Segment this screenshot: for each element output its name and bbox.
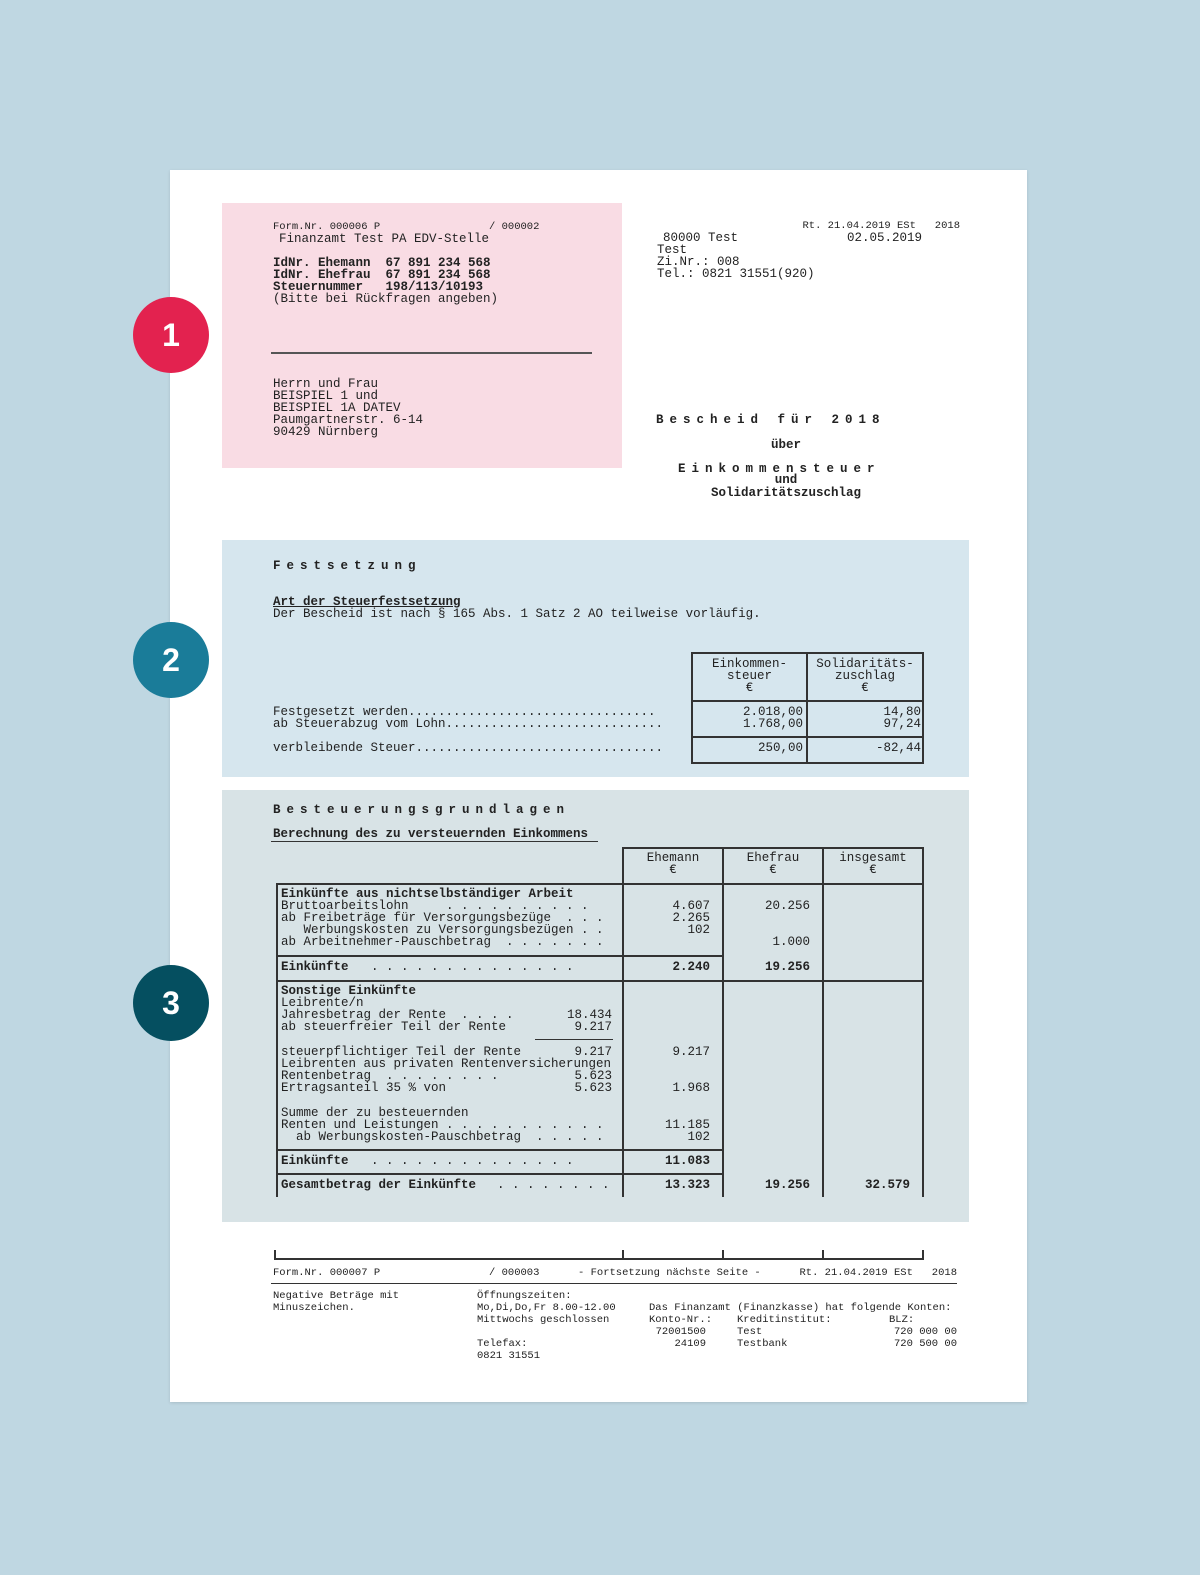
tax-office-name: Finanzamt Test PA EDV-Stelle (279, 232, 490, 246)
badge-3: 3 (133, 965, 209, 1041)
negative-note: Negative Beträge mit Minuszeichen. (273, 1290, 400, 1314)
footer-tick-2 (622, 1250, 624, 1260)
rt-date-header: Rt. 21.04.2019 ESt 2018 (802, 220, 960, 232)
table-rule-eink1-bottom (276, 980, 924, 982)
blz-header: BLZ: (889, 1314, 915, 1326)
subtotal-rule (535, 1039, 613, 1040)
verbleibende-steuer-label: verbleibende Steuer................................. (273, 741, 664, 755)
soli-values: 14,80 97,24 (883, 705, 921, 731)
recipient-line-4: Paumgartnerstr. 6-14 (273, 413, 424, 427)
section-summe-ehemann-values: 11.185 102 (664, 1118, 710, 1144)
section-sonstige-title: Sonstige Einkünfte (281, 984, 417, 998)
col-solidaritaetszuschlag: Solidaritäts- zuschlag € (816, 657, 914, 695)
footer-continuation: - Fortsetzung nächste Seite - (578, 1267, 761, 1279)
einkuenfte-2-dots: . . . . . . . . . . . . . . (371, 1154, 574, 1168)
header-ehemann: Ehemann € (646, 851, 700, 877)
section-nichtselbstaendig-lines: Bruttoarbeitslohn . . . . . . . . . . ab Freibeträge für Versorgungsbezüge . . . Werbungskosten zu Versorgungsbezügen . . ab Arbeitnehmer-Pauschbetrag . . . . . . . (281, 899, 604, 949)
gesamtbetrag-dots: . . . . . . . . (497, 1178, 610, 1192)
recipient-line-2: BEISPIEL 1 und (273, 389, 379, 403)
est-values: 2.018,00 1.768,00 (742, 705, 803, 731)
gesamtbetrag-ehefrau: 19.256 (764, 1178, 810, 1192)
gesamtbetrag-insgesamt: 32.579 (864, 1178, 910, 1192)
footer-table-base (274, 1258, 924, 1260)
badge-2: 2 (133, 622, 209, 698)
grundlagen-subheading: Berechnung des zu versteuernden Einkommens (273, 827, 589, 841)
festsetzung-table-rule-2 (691, 736, 924, 738)
art-der-festsetzung: Art der Steuerfestsetzung (273, 595, 461, 609)
bank-accounts-title: Das Finanzamt (Finanzkasse) hat folgende Konten: (649, 1302, 952, 1314)
footer-form-number: Form.Nr. 000007 P (273, 1267, 381, 1279)
einkuenfte-1-ehemann: 2.240 (672, 960, 710, 974)
table-rule-eink1-top (276, 955, 722, 957)
konto-header: Konto-Nr.: (649, 1314, 713, 1326)
office-address-2: Test (657, 243, 688, 257)
footer-rt-date: Rt. 21.04.2019 ESt 2018 (799, 1267, 957, 1279)
grundlagen-heading: Besteuerungsgrundlagen (273, 803, 571, 817)
footer-tick-1 (274, 1250, 276, 1260)
section1-ehefrau-values: 1.000 (772, 935, 810, 949)
einkuenfte-2-label: Einkünfte (281, 1154, 349, 1168)
soli-remaining: -82,44 (875, 741, 921, 755)
footer-tick-4 (822, 1250, 824, 1260)
footer-tick-3 (722, 1250, 724, 1260)
vorlaeufig-text: Der Bescheid ist nach § 165 Abs. 1 Satz 2 AO teilweise vorläufig. (273, 607, 761, 621)
form-page: / 000002 (489, 221, 540, 233)
notice-ueber: über (770, 438, 801, 452)
office-address-1: 80000 Test (663, 231, 739, 245)
institute-header: Kreditinstitut: (737, 1314, 832, 1326)
notice-und: und (774, 473, 798, 487)
idnr-ehemann: IdNr. Ehemann 67 891 234 568 (273, 256, 491, 270)
footer-tick-5 (922, 1250, 924, 1260)
section-sonstige-tax-values: 9.217 5.623 5.623 (574, 1045, 612, 1095)
blz-values: 720 000 00 720 500 00 (893, 1326, 957, 1350)
institute-values: Test Testbank (737, 1326, 788, 1350)
table-rule-top (276, 883, 924, 885)
fax-number: Telefax: 0821 31551 (477, 1338, 541, 1362)
reference-hint: (Bitte bei Rückfragen angeben) (273, 292, 499, 306)
einkuenfte-1-ehefrau: 19.256 (764, 960, 810, 974)
section-sonstige-ehemann-values: 9.217 1.968 (672, 1045, 710, 1095)
footer-rule (271, 1283, 957, 1284)
section-summe-lines: Summe der zu besteuernden Renten und Leistungen . . . . . . . . . . . ab Werbungskosten-Pauschbetrag . . . . . (281, 1106, 604, 1144)
section-nichtselbstaendig-title: Einkünfte aus nichtselbständiger Arbeit (281, 887, 574, 901)
festsetzung-table-rule-1 (691, 700, 924, 702)
address-window-line (271, 352, 592, 354)
col-divider-4 (922, 847, 924, 1197)
footer-page: / 000003 (489, 1267, 540, 1279)
notice-title: Bescheid für 2018 (656, 413, 886, 427)
gesamtbetrag-label: Gesamtbetrag der Einkünfte (281, 1178, 477, 1192)
form-number: Form.Nr. 000006 P (273, 221, 381, 233)
recipient-line-5: 90429 Nürnberg (273, 425, 379, 439)
subheading-underline (271, 841, 598, 842)
festsetzung-row-labels: Festgesetzt werden................................. ab Steuerabzug vom Lohn............................. (273, 705, 664, 731)
festsetzung-heading: Festsetzung (273, 559, 422, 573)
office-room: Zi.Nr.: 008 (657, 255, 740, 269)
header-insgesamt: insgesamt € (839, 851, 907, 877)
einkuenfte-1-dots: . . . . . . . . . . . . . . (371, 960, 574, 974)
einkuenfte-1-label: Einkünfte (281, 960, 349, 974)
recipient-line-1: Herrn und Frau (273, 377, 379, 391)
idnr-ehefrau: IdNr. Ehefrau 67 891 234 568 (273, 268, 491, 282)
col-divider-3 (822, 847, 824, 1197)
gesamtbetrag-ehemann: 13.323 (664, 1178, 710, 1192)
office-phone: Tel.: 0821 31551(920) (657, 267, 815, 281)
section-sonstige-rente-values: 18.434 9.217 (566, 1008, 612, 1034)
section-sonstige-rente-lines: Leibrente/n Jahresbetrag der Rente . . . . ab steuerfreier Teil der Rente (281, 996, 514, 1034)
einkuenfte-2-ehemann: 11.083 (664, 1154, 710, 1168)
opening-hours: Öffnungszeiten: Mo,Di,Do,Fr 8.00-12.00 Mittwochs geschlossen (477, 1290, 616, 1326)
letter-date: 02.05.2019 (847, 231, 923, 245)
col-einkommensteuer: Einkommen- steuer € (711, 657, 787, 695)
table-rule-eink2-bottom (276, 1173, 722, 1175)
section1-ehemann-values: 4.607 2.265 102 (672, 899, 710, 937)
recipient-line-3: BEISPIEL 1A DATEV (273, 401, 401, 415)
konto-values: 72001500 24109 (655, 1326, 706, 1350)
section1-ehefrau-brutto: 20.256 (764, 899, 810, 913)
notice-tax-type: Einkommensteuer (678, 462, 881, 476)
badge-1: 1 (133, 297, 209, 373)
table-rule-eink2-top (276, 1149, 722, 1151)
tax-number: Steuernummer 198/113/10193 (273, 280, 484, 294)
section-sonstige-tax-lines: steuerpflichtiger Teil der Rente Leibrenten aus privaten Rentenversicherungen Rentenbetrag . . . . . . . . Ertragsanteil 35 % von (281, 1045, 612, 1095)
est-remaining: 250,00 (757, 741, 803, 755)
notice-soli: Solidaritätszuschlag (710, 486, 862, 500)
header-ehefrau: Ehefrau € (746, 851, 800, 877)
